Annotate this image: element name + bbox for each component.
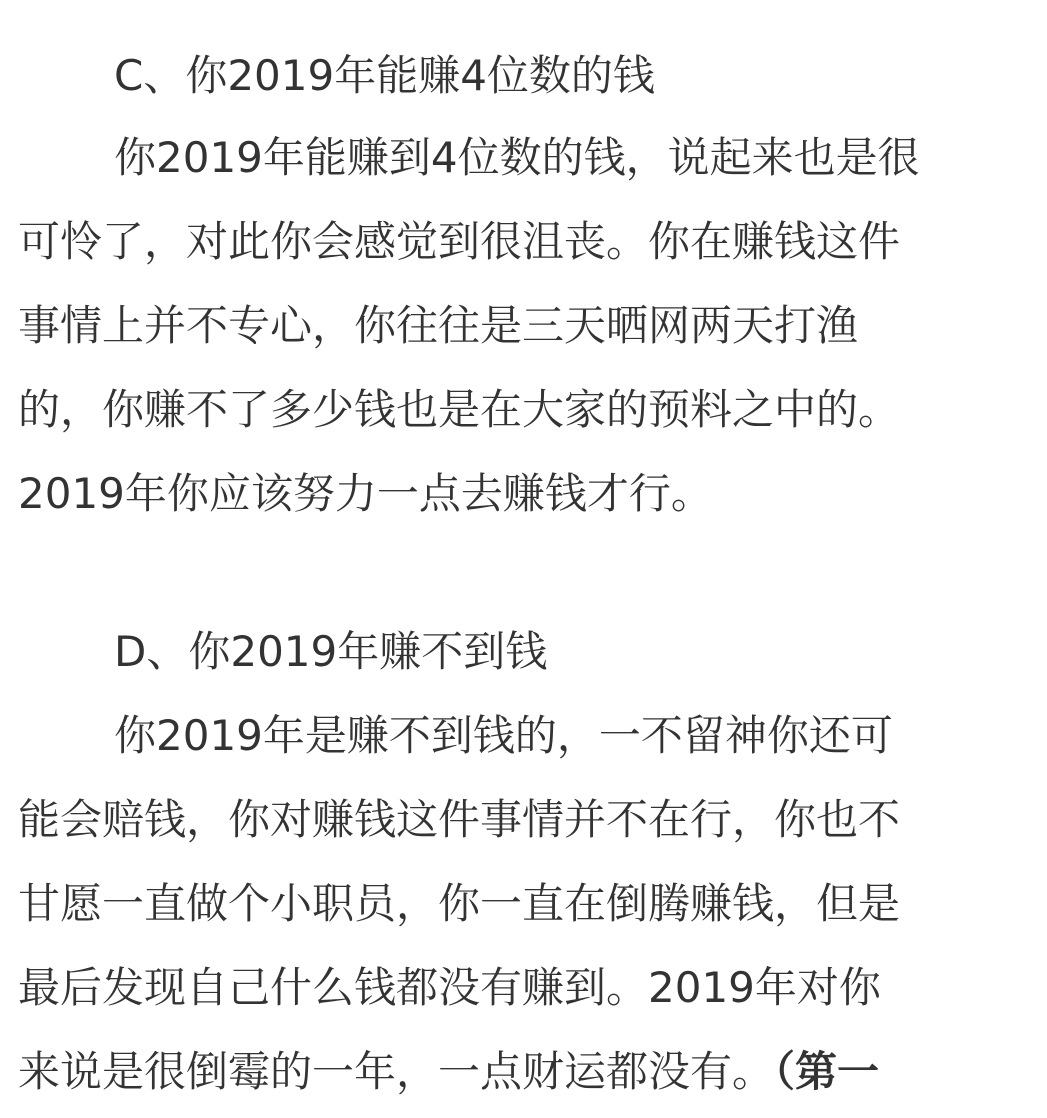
section-d-line-1: 你2019年是赚不到钱的，一不留神你还可 — [114, 711, 893, 760]
section-d-line-4: 最后发现自己什么钱都没有赚到。2019年对你 — [18, 963, 881, 1012]
section-c-line-4: 的，你赚不了多少钱也是在大家的预料之中的。 — [18, 385, 901, 434]
section-c-heading: C、你2019年能赚4位数的钱 — [114, 51, 655, 100]
section-d-heading: D、你2019年赚不到钱 — [114, 627, 548, 676]
section-d-line-5-text: 来说是很倒霉的一年，一点财运都没有。 — [18, 1047, 775, 1096]
section-c-line-3: 事情上并不专心，你往往是三天晒网两天打渔 — [18, 301, 859, 350]
section-d-line-3: 甘愿一直做个小职员，你一直在倒腾赚钱，但是 — [18, 879, 901, 928]
section-c-line-1: 你2019年能赚到4位数的钱，说起来也是很 — [114, 133, 920, 182]
section-c-line-2: 可怜了，对此你会感觉到很沮丧。你在赚钱这件 — [18, 217, 901, 266]
section-c-line-5: 2019年你应该努力一点去赚钱才行。 — [18, 469, 713, 518]
section-d-line-2: 能会赔钱，你对赚钱这件事情并不在行，你也不 — [18, 795, 901, 844]
section-d-line-5 — [18, 1032, 1033, 1112]
section-d-line-5-bold: （第一 — [774, 1047, 880, 1096]
